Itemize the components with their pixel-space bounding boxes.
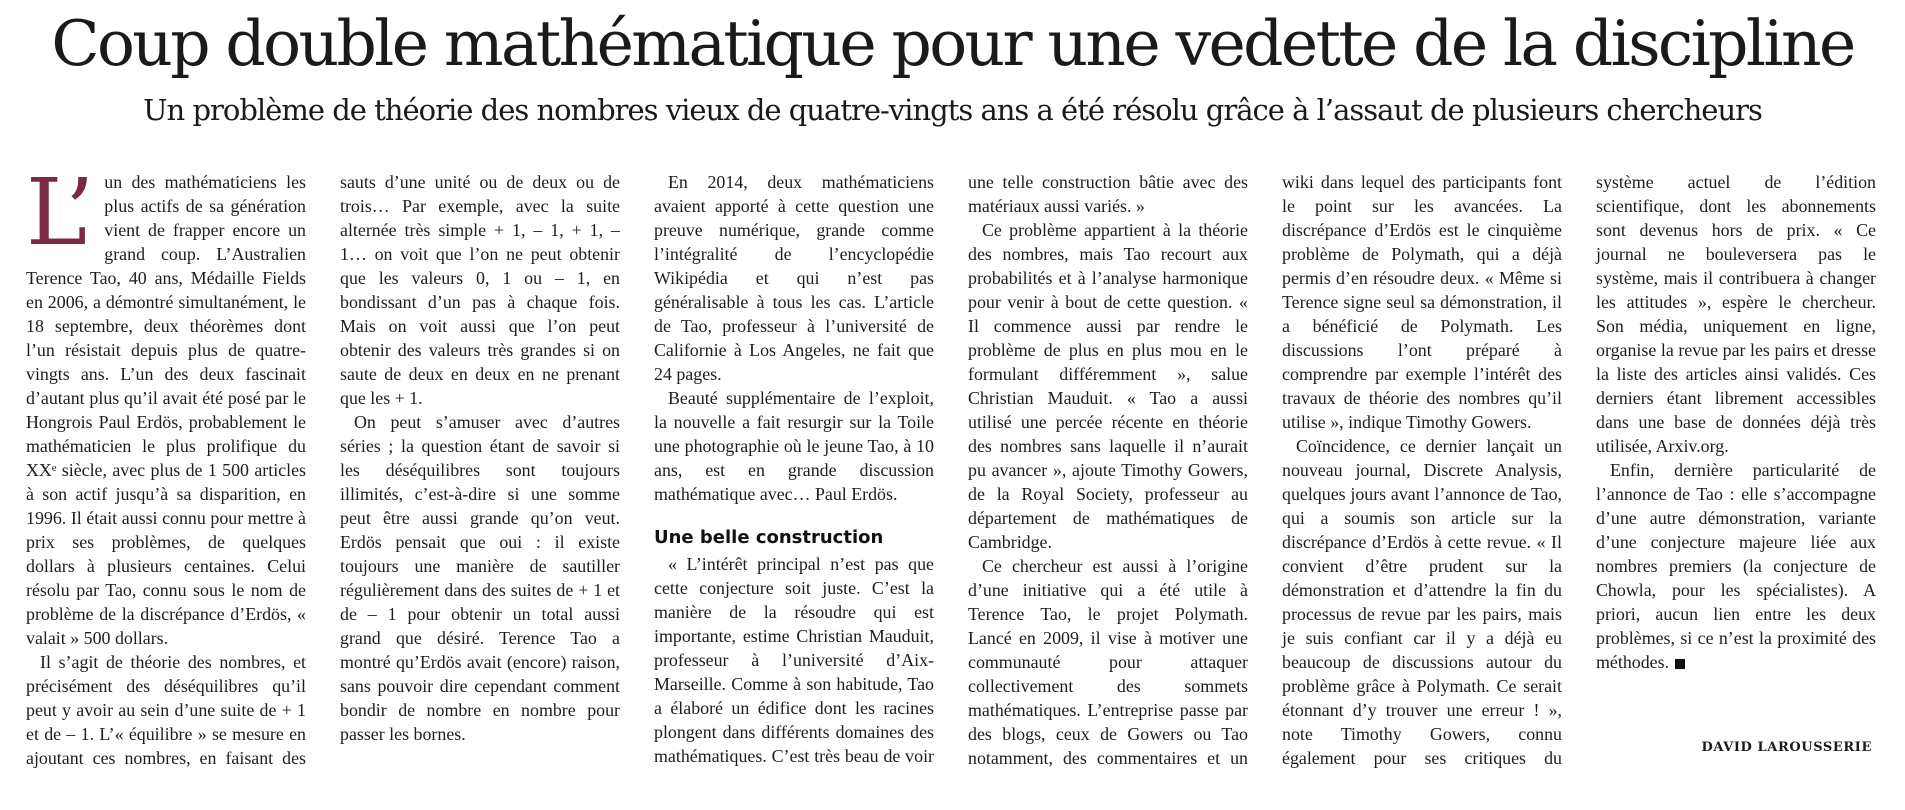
subheadline: Un problème de théorie des nombres vieux de quatre-vingts ans a été résolu grâce à l’assaut de plusieurs chercheurs: [143, 93, 1762, 127]
paragraph: En 2014, deux mathématiciens avaient apporté à cette question une preuve numérique, grande comme l’intégralité de l’encyclopédie Wikipédia et qui n’est pas généralisable à tous les cas. L’article de Tao, professeur à l’université de Californie à Los Angeles, ne fait que 24 pages.: [654, 172, 934, 384]
paragraph: « L’intérêt principal n’est pas que cette conjecture soit juste. C’est la manière de la résoudre qui est importante, estime Christian Mauduit, professeur à l’université d’Aix-Marseille. Comme à son habitude, Tao a élaboré un édifice dont les racines plongent dans différents domaines des mathématiques. C’est très beau de voir une telle construction bâtie avec des matériaux aussi variés. »: [654, 172, 1248, 766]
paragraph: [1596, 458, 1876, 674]
article-body: [26, 159, 1876, 770]
paragraph: Beauté supplémentaire de l’exploit, la nouvelle a fait resurgir sur la Toile une photographie où le jeune Tao, à 10 ans, est en grande discussion mathématique avec… Paul Erdös.: [654, 388, 934, 504]
end-of-article-square-icon: [1675, 659, 1685, 669]
byline: DAVID LAROUSSERIE: [1701, 740, 1872, 755]
paragraph-text: Enfin, dernière particularité de l’annonce de Tao : elle s’accompagne d’une autre démonstration, variante d’une conjecture majeure liée aux nombres premiers (la conjecture de Chowla, pour les spécialistes). A priori, aucun lien entre les deux problèmes, si ce n’est la proximité des méthodes.: [1596, 460, 1876, 672]
paragraph: Ce chercheur est aussi à l’origine d’une initiative qui a été utile à Terence Tao, le projet Polymath. Lancé en 2009, il vise à motiver une communauté pour attaquer collectivement des sommets mathématiques. L’entreprise passe par des blogs, ceux de Gowers ou Tao notamment, des commentaires et un wiki dans lequel des participants font le point sur les avancées. La discrépance d’Erdös est le cinquième problème de Polymath, qui a déjà permis d’en résoudre deux. « Même si Terence signe seul sa démonstration, il a bénéficié de Polymath. Les discussions l’ont préparé à comprendre par exemple l’intérêt des travaux de théorie des nombres qu’il utilise », indique Timothy Gowers.: [968, 172, 1562, 768]
paragraph: Coïncidence, ce dernier lançait un nouveau journal, Discrete Analysis, quelques jours avant l’annonce de Tao, qui a soumis son article sur la discrépance d’Erdös à cette revue. « Il convient d’être prudent sur la démonstration et d’attendre la fin du processus de revue par les pairs, mais je suis confiant car il y a déjà eu beaucoup de discussions autour du problème grâce à Polymath. Ce serait étonnant d’y trouver une erreur ! », note Timothy Gowers, connu également pour ses critiques du système actuel de l’édition scientifique, dont les abonnements sont devenus hors de prix. « Ce journal ne bouleversera pas le système, mais il contribuera à changer les attitudes », espère le chercheur. Son média, uniquement en ligne, organise la revue par les pairs et dresse la liste des articles ainsi validés. Ces derniers étant librement accessibles dans une base de données déjà très utilisée, Arxiv.org.: [1282, 172, 1876, 768]
paragraph-text: un des mathématiciens les plus actifs de sa génération vient de frapper encore un grand coup. L’Australien Terence Tao, 40 ans, Médaille Fields en 2006, a démontré simultanément, le 18 septembre, deux théorèmes dont l’un résistait depuis plus de quatre-vingts ans. L’un des deux fascinait d’autant plus qu’il avait été posé par le Hongrois Paul Erdös, probablement le mathématicien le plus prolifique du XXᵉ siècle, avec plus de 1 500 articles à son actif jusqu’à sa disparition, en 1996. Il était aussi connu pour mettre à prix ses problèmes, de quelques dollars à plusieurs centaines. Celui résolu par Tao, connu sous le nom de problème de la discrépance d’Erdös, « valait » 500 dollars.: [26, 172, 306, 648]
paragraph: Il s’agit de théorie des nombres, et précisément des déséquilibres qu’il peut y avoir au sein d’une suite de + 1 et de – 1. L’« équilibre » se mesure en ajoutant ces nombres, en faisant des sauts d’une unité ou de deux ou de trois… Par exemple, avec la suite alternée très simple + 1, – 1, + 1, – 1… on voit que l’on ne peut obtenir que les valeurs 0, 1 ou – 1, en bondissant d’un pas à chaque fois. Mais on voit aussi que l’on peut obtenir des valeurs très grandes si on saute de deux en deux en ne prenant que les + 1.: [26, 172, 620, 768]
section-heading: Une belle construction: [654, 527, 884, 548]
paragraph: Ce problème appartient à la théorie des nombres, mais Tao recourt aux probabilités et à l’analyse harmonique pour venir à bout de cette question. « Il commence aussi par rendre le problème de plus en plus mou en le formulant différemment », salue Christian Mauduit. « Tao a aussi utilisé une percée récente en théorie des nombres sans laquelle il n’aurait pu avancer », ajoute Timothy Gowers, de la Royal Society, professeur au département de mathématiques de Cambridge.: [968, 220, 1248, 552]
drop-cap: L’: [26, 159, 95, 266]
paragraph: [26, 159, 306, 650]
headline: Coup double mathématique pour une vedette de la discipline: [51, 7, 1854, 80]
paragraph: On peut s’amuser avec d’autres séries ; la question étant de savoir si les déséquilibres sont toujours illimités, c’est-à-dire si une somme peut être aussi grande qu’on veut. Erdös pensait que oui : il existe toujours une manière de sautiller régulièrement dans des suites de + 1 et de – 1 pour obtenir un total aussi grand que désiré. Terence Tao a montré qu’Erdös avait (encore) raison, sans pouvoir dire cependant comment bondir de nombre en nombre pour passer les bornes.: [340, 412, 620, 744]
